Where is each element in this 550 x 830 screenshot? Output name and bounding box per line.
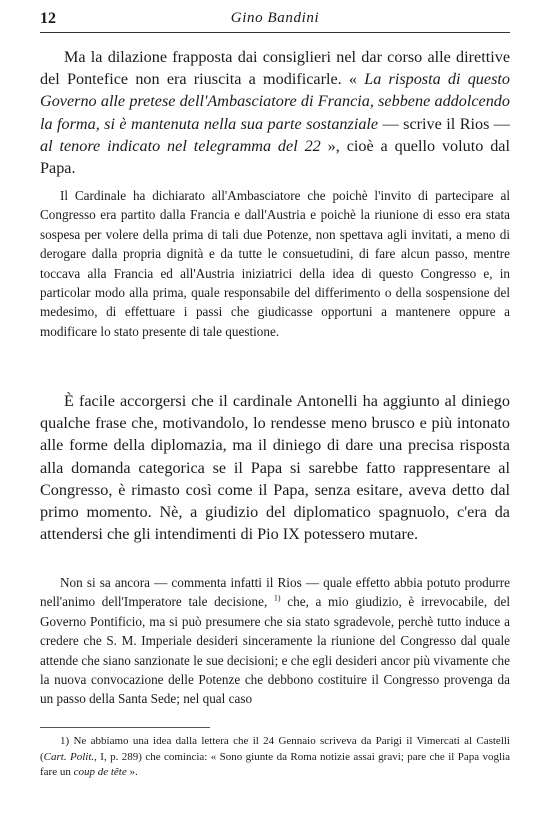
quoted-italic-text: al tenore indicato nel telegramma del 22 <box>40 136 321 155</box>
footnote-citation: Cart. Polit. <box>43 750 95 763</box>
footnote-text: ». <box>126 766 138 778</box>
paragraph-text: che, a mio giudizio, è irrevocabile, del Governo Pontificio, ma si può presumere che sia stato sgradevole, perchè tutto induce a credere che S. M. Imperiale desideri sinceramente la riunione del Congresso dal quale attende che siano sanzionate le sue decisioni; e che egli desideri ancor più vivamente che la nuova convocazione delle Potenze che debbono costituire il Congresso provenga da un passo della Santa Sede; nel qual caso <box>40 594 510 707</box>
footnote-reference: 1) <box>273 594 281 604</box>
page-header <box>40 8 510 30</box>
footnote-rule <box>40 727 210 728</box>
header-rule <box>40 32 510 33</box>
footnote-marker: 1) <box>60 735 70 747</box>
paragraph-text: Ma la dilazione frapposta dai consiglieri nel dar corso alle direttive del Pontefice non era riuscita a modificarle. « <box>40 48 510 89</box>
running-head: Gino Bandini <box>230 10 320 26</box>
footnote-text: Ne abbiamo una idea dalla lettera che il 24 Gennaio scriveva da Parigi il Vimercati al Castelli ( <box>40 735 510 763</box>
quoted-italic-text: La risposta di questo Governo alle pretese dell'Ambasciatore di Francia, sebbene addolcendo la forma, si è mantenuta nella sua parte sostanziale <box>40 70 510 133</box>
paragraph-text: », cioè a quello voluto dal Papa. <box>40 136 510 178</box>
footnote-text: , I, p. 289) che comincia: « Sono giunte da Roma notizie assai gravi; pare che il Papa voglia fare un <box>40 750 511 778</box>
paragraph-antonelli: È facile accorgersi che il cardinale Antonelli ha aggiunto al diniego qualche frase che, motivandolo, lo rendesse meno brusco e più intonato alle forme della diplomazia, ma il diniego di dare una precisa risposta alla domanda categorica se il Papa si sarebbe fatto rappresentare al Congresso, è rimasto così come il Papa, senza esitare, aveva detto dal primo momento. Nè, a giudizio del diplomatico spagnuolo, c'era da attendersi che gli intendimenti di Pio IX potessero mutare. <box>40 392 510 544</box>
paragraph-dilazione <box>40 46 510 179</box>
paragraph-text: Non si sa ancora — commenta infatti il Rios — quale effetto abbia potuto produrre nell'animo dell'Imperatore tale decisione, <box>40 575 510 610</box>
footnote-french-phrase: coup de tête <box>73 766 127 778</box>
footnote <box>40 734 510 781</box>
paragraph-cardinale-quote: Il Cardinale ha dichiarato all'Ambasciatore che poichè l'invito di partecipare al Congresso era partito dalla Francia e dall'Austria e poichè la riunione di esso era stata sospesa per volere della prima di tali due Potenze, non spettava agli invitati, a meno di derogare dalla propria dignità e da tutte le consuetudini, di fare alcun passo, mentre toccava alla Francia ed all'Austria iniziatrici della idea di questo Congresso e, in particolar modo alla prima, quale responsabile del differimento o della sospensione del medesimo, di effettuare i passi che giudicasse opportuni a mantenere oppure a modificare lo stato presente di tale questione. <box>40 188 510 339</box>
page-number: 12 <box>40 10 56 27</box>
paragraph-rios-quote <box>40 573 510 709</box>
paragraph-text: — scrive il Rios — <box>378 114 510 133</box>
